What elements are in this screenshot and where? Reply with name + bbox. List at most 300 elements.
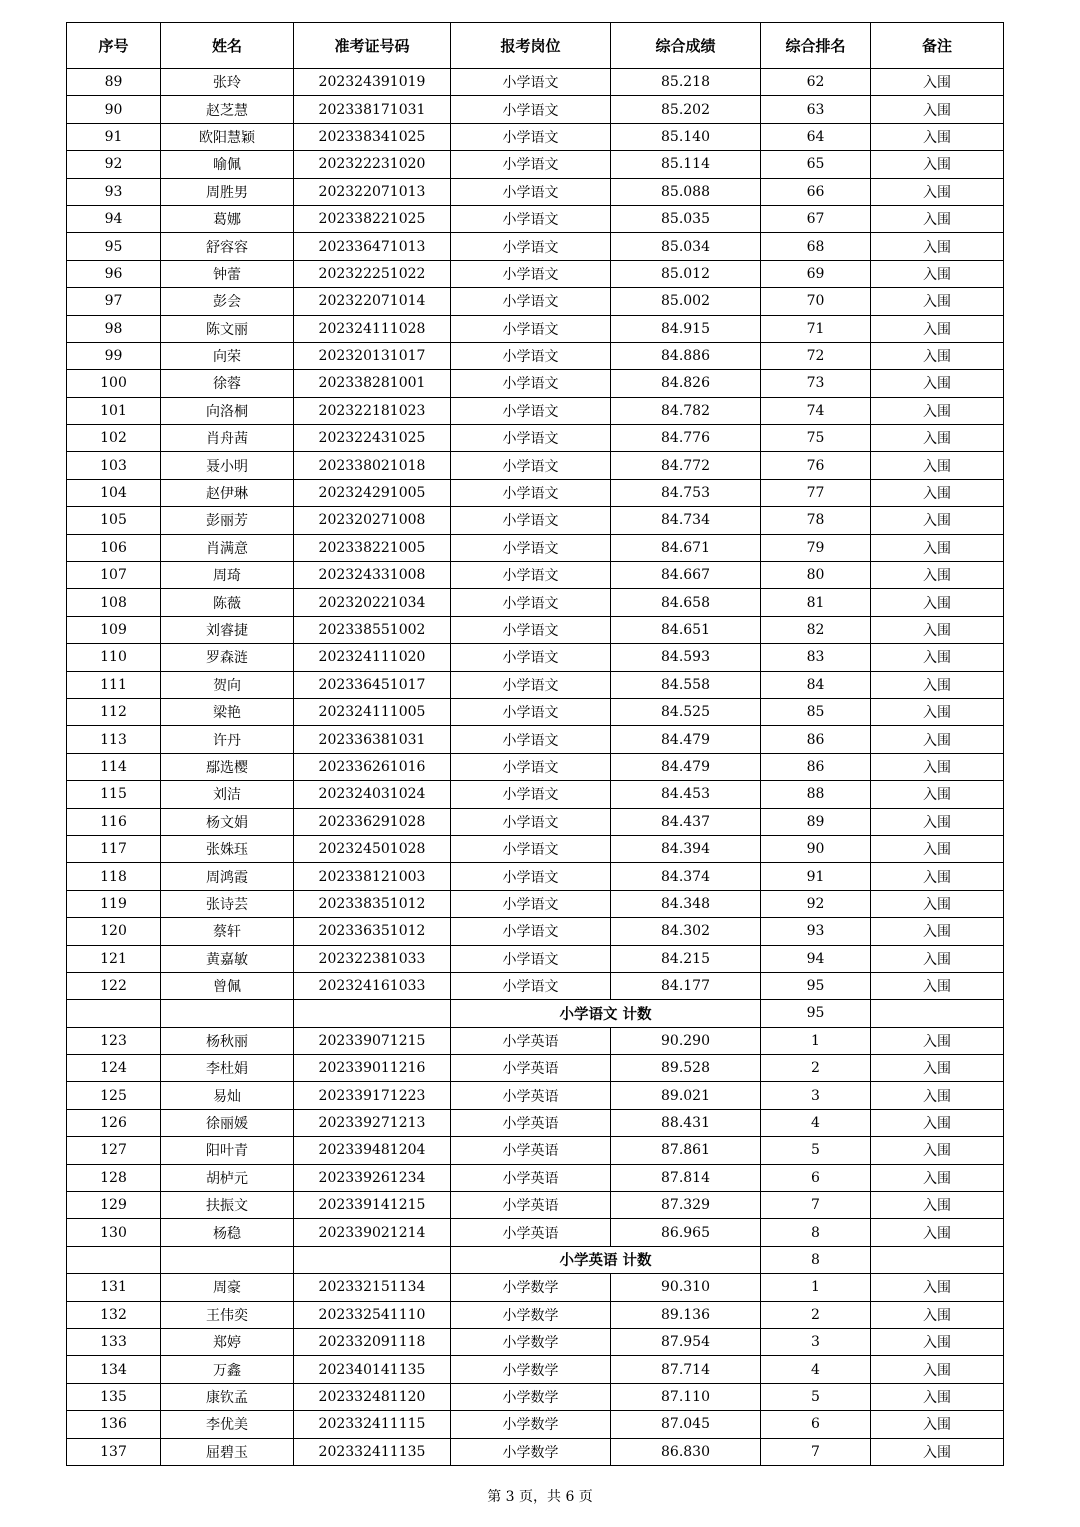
cell-seq: 130 xyxy=(67,1219,161,1246)
table-row xyxy=(67,1027,1004,1054)
cell-rank: 8 xyxy=(761,1219,871,1246)
table-row xyxy=(67,534,1004,561)
cell-name: 杨秋丽 xyxy=(161,1027,294,1054)
cell-ticket-number: 202324291005 xyxy=(294,479,451,506)
cell-position: 小学数学 xyxy=(451,1328,611,1355)
cell-empty xyxy=(67,1246,161,1273)
cell-score: 84.753 xyxy=(611,479,761,506)
cell-rank: 62 xyxy=(761,69,871,96)
table-row xyxy=(67,781,1004,808)
cell-position: 小学英语 xyxy=(451,1027,611,1054)
table-row xyxy=(67,918,1004,945)
cell-rank: 88 xyxy=(761,781,871,808)
cell-seq: 132 xyxy=(67,1301,161,1328)
cell-remark: 入围 xyxy=(871,178,1004,205)
cell-rank: 5 xyxy=(761,1137,871,1164)
cell-ticket-number: 202324111005 xyxy=(294,698,451,725)
cell-score: 84.658 xyxy=(611,589,761,616)
cell-position: 小学语文 xyxy=(451,562,611,589)
cell-position: 小学语文 xyxy=(451,260,611,287)
cell-position: 小学语文 xyxy=(451,178,611,205)
cell-position: 小学语文 xyxy=(451,425,611,452)
cell-name: 赵芝慧 xyxy=(161,96,294,123)
cell-score: 85.140 xyxy=(611,123,761,150)
cell-rank: 90 xyxy=(761,835,871,862)
table-row xyxy=(67,151,1004,178)
cell-ticket-number: 202322431025 xyxy=(294,425,451,452)
cell-position: 小学数学 xyxy=(451,1274,611,1301)
cell-ticket-number: 202338221005 xyxy=(294,534,451,561)
cell-position: 小学数学 xyxy=(451,1383,611,1410)
cell-seq: 97 xyxy=(67,288,161,315)
subtotal-label: 小学语文 计数 xyxy=(451,1000,761,1027)
cell-score: 84.772 xyxy=(611,452,761,479)
table-row xyxy=(67,1301,1004,1328)
cell-ticket-number: 202324391019 xyxy=(294,69,451,96)
cell-seq: 120 xyxy=(67,918,161,945)
cell-seq: 110 xyxy=(67,644,161,671)
page-footer: 第 3 页，共 6 页 xyxy=(487,1489,593,1505)
cell-remark: 入围 xyxy=(871,1301,1004,1328)
cell-remark: 入围 xyxy=(871,1383,1004,1410)
cell-seq: 89 xyxy=(67,69,161,96)
cell-score: 88.431 xyxy=(611,1109,761,1136)
cell-seq: 118 xyxy=(67,863,161,890)
cell-score: 86.830 xyxy=(611,1438,761,1465)
cell-remark: 入围 xyxy=(871,890,1004,917)
cell-ticket-number: 202339171223 xyxy=(294,1082,451,1109)
cell-score: 87.329 xyxy=(611,1192,761,1219)
cell-ticket-number: 202324161033 xyxy=(294,972,451,999)
header-position: 报考岗位 xyxy=(451,23,611,69)
cell-ticket-number: 202336291028 xyxy=(294,808,451,835)
cell-score: 84.479 xyxy=(611,726,761,753)
cell-remark: 入围 xyxy=(871,507,1004,534)
cell-ticket-number: 202332151134 xyxy=(294,1274,451,1301)
header-name: 姓名 xyxy=(161,23,294,69)
cell-position: 小学语文 xyxy=(451,96,611,123)
cell-seq: 109 xyxy=(67,616,161,643)
cell-seq: 103 xyxy=(67,452,161,479)
cell-name: 周琦 xyxy=(161,562,294,589)
cell-seq: 91 xyxy=(67,123,161,150)
cell-ticket-number: 202339261234 xyxy=(294,1164,451,1191)
cell-name: 郑婷 xyxy=(161,1328,294,1355)
cell-score: 84.374 xyxy=(611,863,761,890)
cell-name: 徐丽媛 xyxy=(161,1109,294,1136)
cell-ticket-number: 202338221025 xyxy=(294,205,451,232)
cell-remark: 入围 xyxy=(871,1328,1004,1355)
cell-ticket-number: 202339271213 xyxy=(294,1109,451,1136)
cell-name: 阳叶青 xyxy=(161,1137,294,1164)
cell-position: 小学数学 xyxy=(451,1356,611,1383)
cell-remark: 入围 xyxy=(871,233,1004,260)
table-row xyxy=(67,1356,1004,1383)
cell-remark: 入围 xyxy=(871,1438,1004,1465)
cell-position: 小学英语 xyxy=(451,1164,611,1191)
cell-score: 84.782 xyxy=(611,397,761,424)
cell-ticket-number: 202322071013 xyxy=(294,178,451,205)
cell-name: 曾佩 xyxy=(161,972,294,999)
cell-position: 小学语文 xyxy=(451,616,611,643)
cell-rank: 93 xyxy=(761,918,871,945)
cell-seq: 107 xyxy=(67,562,161,589)
cell-rank: 72 xyxy=(761,342,871,369)
cell-seq: 113 xyxy=(67,726,161,753)
table-row xyxy=(67,1192,1004,1219)
cell-remark: 入围 xyxy=(871,1274,1004,1301)
cell-empty xyxy=(161,1000,294,1027)
cell-name: 贺向 xyxy=(161,671,294,698)
cell-position: 小学英语 xyxy=(451,1109,611,1136)
cell-name: 罗森涟 xyxy=(161,644,294,671)
cell-rank: 1 xyxy=(761,1274,871,1301)
cell-score: 87.814 xyxy=(611,1164,761,1191)
cell-position: 小学语文 xyxy=(451,644,611,671)
cell-score: 85.218 xyxy=(611,69,761,96)
cell-seq: 108 xyxy=(67,589,161,616)
cell-remark: 入围 xyxy=(871,1137,1004,1164)
cell-rank: 6 xyxy=(761,1164,871,1191)
cell-score: 89.021 xyxy=(611,1082,761,1109)
table-row xyxy=(67,233,1004,260)
cell-seq: 136 xyxy=(67,1411,161,1438)
cell-seq: 104 xyxy=(67,479,161,506)
cell-rank: 4 xyxy=(761,1109,871,1136)
cell-seq: 94 xyxy=(67,205,161,232)
table-row xyxy=(67,945,1004,972)
cell-position: 小学英语 xyxy=(451,1082,611,1109)
table-row xyxy=(67,260,1004,287)
subtotal-count: 8 xyxy=(761,1246,871,1273)
cell-position: 小学语文 xyxy=(451,151,611,178)
table-row xyxy=(67,479,1004,506)
cell-score: 84.215 xyxy=(611,945,761,972)
cell-score: 85.088 xyxy=(611,178,761,205)
cell-seq: 126 xyxy=(67,1109,161,1136)
cell-name: 欧阳慧颖 xyxy=(161,123,294,150)
cell-seq: 112 xyxy=(67,698,161,725)
cell-remark: 入围 xyxy=(871,1109,1004,1136)
cell-position: 小学语文 xyxy=(451,945,611,972)
cell-name: 王伟奕 xyxy=(161,1301,294,1328)
cell-position: 小学语文 xyxy=(451,890,611,917)
cell-score: 84.651 xyxy=(611,616,761,643)
cell-remark: 入围 xyxy=(871,1411,1004,1438)
cell-position: 小学语文 xyxy=(451,370,611,397)
cell-name: 杨文娟 xyxy=(161,808,294,835)
cell-name: 钟蕾 xyxy=(161,260,294,287)
cell-remark: 入围 xyxy=(871,1192,1004,1219)
cell-empty xyxy=(871,1000,1004,1027)
subtotal-count: 95 xyxy=(761,1000,871,1027)
cell-rank: 91 xyxy=(761,863,871,890)
cell-seq: 117 xyxy=(67,835,161,862)
cell-position: 小学语文 xyxy=(451,808,611,835)
cell-ticket-number: 202320271008 xyxy=(294,507,451,534)
header-rank: 综合排名 xyxy=(761,23,871,69)
table-row xyxy=(67,315,1004,342)
table-row xyxy=(67,178,1004,205)
cell-rank: 76 xyxy=(761,452,871,479)
table-row xyxy=(67,370,1004,397)
cell-score: 89.136 xyxy=(611,1301,761,1328)
cell-position: 小学语文 xyxy=(451,589,611,616)
cell-seq: 133 xyxy=(67,1328,161,1355)
cell-seq: 93 xyxy=(67,178,161,205)
cell-remark: 入围 xyxy=(871,1219,1004,1246)
table-row xyxy=(67,972,1004,999)
cell-name: 鄢选樱 xyxy=(161,753,294,780)
cell-score: 85.012 xyxy=(611,260,761,287)
cell-position: 小学语文 xyxy=(451,315,611,342)
cell-rank: 94 xyxy=(761,945,871,972)
cell-seq: 98 xyxy=(67,315,161,342)
cell-ticket-number: 202338121003 xyxy=(294,863,451,890)
cell-score: 86.965 xyxy=(611,1219,761,1246)
table-row xyxy=(67,890,1004,917)
table-row xyxy=(67,123,1004,150)
cell-rank: 3 xyxy=(761,1082,871,1109)
cell-rank: 68 xyxy=(761,233,871,260)
cell-ticket-number: 202332541110 xyxy=(294,1301,451,1328)
cell-ticket-number: 202322071014 xyxy=(294,288,451,315)
table-row xyxy=(67,726,1004,753)
cell-ticket-number: 202324331008 xyxy=(294,562,451,589)
cell-ticket-number: 202332411115 xyxy=(294,1411,451,1438)
cell-name: 肖满意 xyxy=(161,534,294,561)
cell-remark: 入围 xyxy=(871,972,1004,999)
cell-rank: 67 xyxy=(761,205,871,232)
cell-score: 84.453 xyxy=(611,781,761,808)
cell-score: 84.734 xyxy=(611,507,761,534)
cell-seq: 128 xyxy=(67,1164,161,1191)
cell-rank: 82 xyxy=(761,616,871,643)
cell-rank: 89 xyxy=(761,808,871,835)
cell-rank: 77 xyxy=(761,479,871,506)
cell-remark: 入围 xyxy=(871,96,1004,123)
cell-score: 84.593 xyxy=(611,644,761,671)
cell-name: 梁艳 xyxy=(161,698,294,725)
cell-remark: 入围 xyxy=(871,863,1004,890)
cell-position: 小学语文 xyxy=(451,452,611,479)
subtotal-row xyxy=(67,1000,1004,1027)
cell-rank: 69 xyxy=(761,260,871,287)
cell-seq: 116 xyxy=(67,808,161,835)
cell-remark: 入围 xyxy=(871,671,1004,698)
cell-remark: 入围 xyxy=(871,151,1004,178)
cell-ticket-number: 202322381033 xyxy=(294,945,451,972)
table-row xyxy=(67,288,1004,315)
results-sheet xyxy=(66,22,1003,1466)
cell-empty xyxy=(67,1000,161,1027)
cell-score: 84.302 xyxy=(611,918,761,945)
cell-rank: 4 xyxy=(761,1356,871,1383)
cell-ticket-number: 202322251022 xyxy=(294,260,451,287)
cell-seq: 92 xyxy=(67,151,161,178)
cell-name: 周豪 xyxy=(161,1274,294,1301)
cell-ticket-number: 202324111020 xyxy=(294,644,451,671)
cell-name: 陈薇 xyxy=(161,589,294,616)
cell-name: 胡栌元 xyxy=(161,1164,294,1191)
table-row xyxy=(67,1137,1004,1164)
cell-seq: 124 xyxy=(67,1055,161,1082)
cell-position: 小学语文 xyxy=(451,972,611,999)
cell-name: 李优美 xyxy=(161,1411,294,1438)
cell-position: 小学语文 xyxy=(451,835,611,862)
cell-remark: 入围 xyxy=(871,1164,1004,1191)
table-row xyxy=(67,1383,1004,1410)
cell-seq: 111 xyxy=(67,671,161,698)
table-row xyxy=(67,342,1004,369)
cell-seq: 135 xyxy=(67,1383,161,1410)
cell-position: 小学语文 xyxy=(451,69,611,96)
cell-position: 小学语文 xyxy=(451,863,611,890)
cell-name: 徐蓉 xyxy=(161,370,294,397)
cell-position: 小学语文 xyxy=(451,397,611,424)
cell-rank: 75 xyxy=(761,425,871,452)
header-score: 综合成绩 xyxy=(611,23,761,69)
table-row xyxy=(67,1055,1004,1082)
header-seq: 序号 xyxy=(67,23,161,69)
cell-seq: 129 xyxy=(67,1192,161,1219)
table-row xyxy=(67,1219,1004,1246)
cell-seq: 127 xyxy=(67,1137,161,1164)
cell-position: 小学语文 xyxy=(451,479,611,506)
cell-position: 小学数学 xyxy=(451,1438,611,1465)
cell-ticket-number: 202332411135 xyxy=(294,1438,451,1465)
cell-name: 肖舟茜 xyxy=(161,425,294,452)
cell-name: 易灿 xyxy=(161,1082,294,1109)
cell-remark: 入围 xyxy=(871,123,1004,150)
cell-seq: 123 xyxy=(67,1027,161,1054)
cell-remark: 入围 xyxy=(871,644,1004,671)
cell-seq: 131 xyxy=(67,1274,161,1301)
cell-name: 刘睿捷 xyxy=(161,616,294,643)
cell-score: 84.437 xyxy=(611,808,761,835)
cell-rank: 70 xyxy=(761,288,871,315)
table-row xyxy=(67,1082,1004,1109)
cell-ticket-number: 202322231020 xyxy=(294,151,451,178)
cell-ticket-number: 202338281001 xyxy=(294,370,451,397)
cell-rank: 79 xyxy=(761,534,871,561)
cell-seq: 95 xyxy=(67,233,161,260)
cell-position: 小学语文 xyxy=(451,698,611,725)
results-table xyxy=(66,22,1004,1466)
cell-score: 90.310 xyxy=(611,1274,761,1301)
table-row xyxy=(67,425,1004,452)
cell-rank: 84 xyxy=(761,671,871,698)
cell-ticket-number: 202332481120 xyxy=(294,1383,451,1410)
cell-rank: 63 xyxy=(761,96,871,123)
cell-remark: 入围 xyxy=(871,397,1004,424)
cell-score: 84.525 xyxy=(611,698,761,725)
cell-rank: 86 xyxy=(761,726,871,753)
cell-rank: 2 xyxy=(761,1055,871,1082)
cell-remark: 入围 xyxy=(871,781,1004,808)
cell-remark: 入围 xyxy=(871,69,1004,96)
cell-name: 扶振文 xyxy=(161,1192,294,1219)
table-row xyxy=(67,507,1004,534)
cell-ticket-number: 202324111028 xyxy=(294,315,451,342)
cell-remark: 入围 xyxy=(871,1082,1004,1109)
cell-remark: 入围 xyxy=(871,589,1004,616)
cell-name: 许丹 xyxy=(161,726,294,753)
cell-rank: 81 xyxy=(761,589,871,616)
cell-name: 周鸿霞 xyxy=(161,863,294,890)
cell-position: 小学英语 xyxy=(451,1192,611,1219)
cell-position: 小学语文 xyxy=(451,205,611,232)
table-row xyxy=(67,452,1004,479)
cell-remark: 入围 xyxy=(871,945,1004,972)
cell-remark: 入围 xyxy=(871,753,1004,780)
table-row xyxy=(67,1164,1004,1191)
cell-name: 喻佩 xyxy=(161,151,294,178)
table-row xyxy=(67,671,1004,698)
cell-rank: 7 xyxy=(761,1438,871,1465)
cell-remark: 入围 xyxy=(871,288,1004,315)
cell-score: 87.045 xyxy=(611,1411,761,1438)
cell-remark: 入围 xyxy=(871,452,1004,479)
cell-seq: 125 xyxy=(67,1082,161,1109)
cell-ticket-number: 202338341025 xyxy=(294,123,451,150)
cell-name: 万鑫 xyxy=(161,1356,294,1383)
cell-rank: 2 xyxy=(761,1301,871,1328)
cell-score: 85.002 xyxy=(611,288,761,315)
cell-score: 84.776 xyxy=(611,425,761,452)
cell-rank: 86 xyxy=(761,753,871,780)
cell-seq: 134 xyxy=(67,1356,161,1383)
cell-remark: 入围 xyxy=(871,1027,1004,1054)
cell-position: 小学语文 xyxy=(451,342,611,369)
cell-name: 彭会 xyxy=(161,288,294,315)
cell-rank: 64 xyxy=(761,123,871,150)
cell-score: 84.915 xyxy=(611,315,761,342)
cell-ticket-number: 202320221034 xyxy=(294,589,451,616)
cell-name: 彭丽芳 xyxy=(161,507,294,534)
cell-ticket-number: 202339481204 xyxy=(294,1137,451,1164)
cell-remark: 入围 xyxy=(871,1055,1004,1082)
cell-seq: 105 xyxy=(67,507,161,534)
cell-name: 屈碧玉 xyxy=(161,1438,294,1465)
cell-seq: 137 xyxy=(67,1438,161,1465)
cell-rank: 80 xyxy=(761,562,871,589)
cell-rank: 92 xyxy=(761,890,871,917)
cell-score: 85.035 xyxy=(611,205,761,232)
cell-position: 小学语文 xyxy=(451,507,611,534)
cell-position: 小学英语 xyxy=(451,1137,611,1164)
table-row xyxy=(67,1274,1004,1301)
subtotal-row xyxy=(67,1246,1004,1273)
cell-rank: 85 xyxy=(761,698,871,725)
cell-seq: 119 xyxy=(67,890,161,917)
cell-seq: 90 xyxy=(67,96,161,123)
cell-ticket-number: 202338021018 xyxy=(294,452,451,479)
cell-rank: 83 xyxy=(761,644,871,671)
cell-position: 小学语文 xyxy=(451,753,611,780)
cell-position: 小学数学 xyxy=(451,1301,611,1328)
cell-remark: 入围 xyxy=(871,342,1004,369)
cell-name: 聂小明 xyxy=(161,452,294,479)
cell-score: 84.348 xyxy=(611,890,761,917)
cell-ticket-number: 202340141135 xyxy=(294,1356,451,1383)
table-row xyxy=(67,753,1004,780)
cell-rank: 1 xyxy=(761,1027,871,1054)
table-row xyxy=(67,1328,1004,1355)
table-row xyxy=(67,1109,1004,1136)
cell-name: 陈文丽 xyxy=(161,315,294,342)
cell-ticket-number: 202336261016 xyxy=(294,753,451,780)
